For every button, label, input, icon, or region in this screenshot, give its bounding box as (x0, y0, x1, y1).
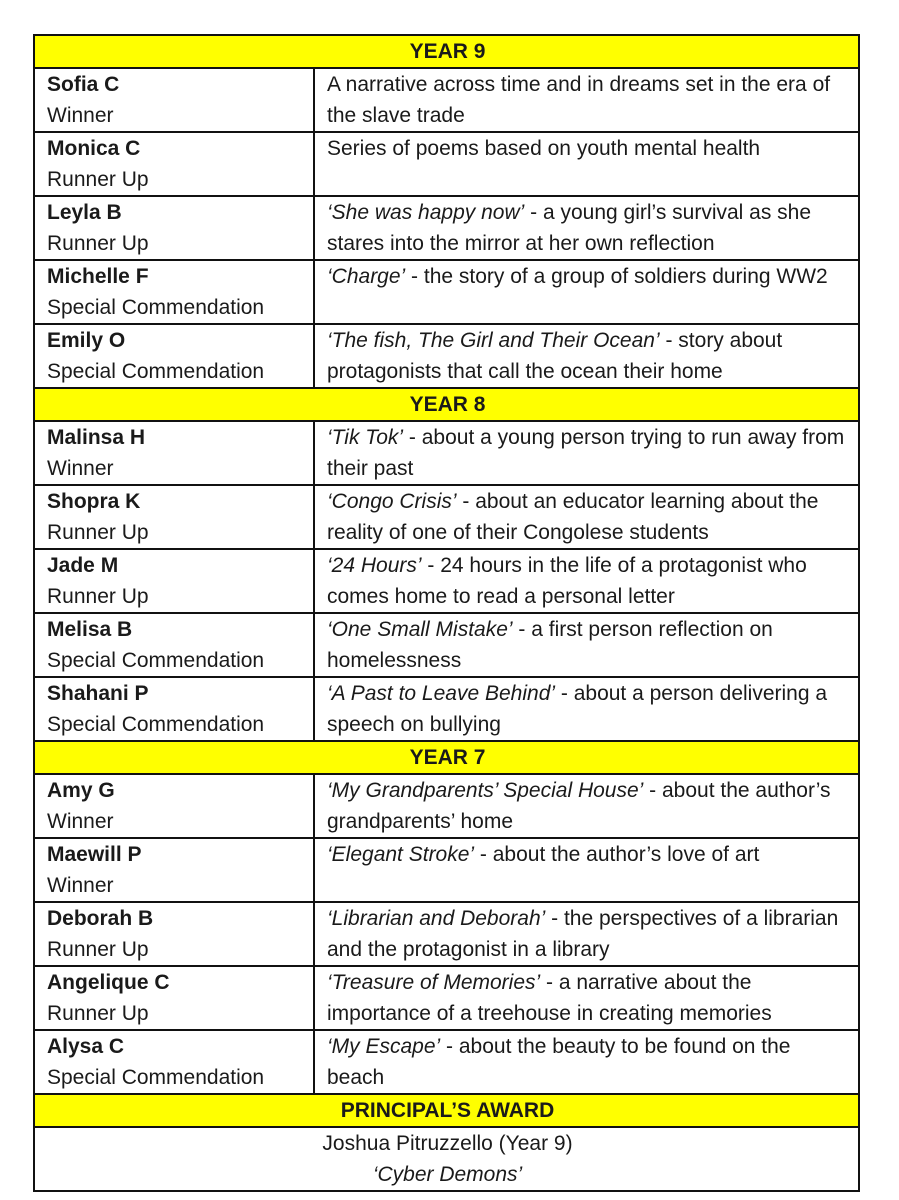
student-cell (34, 324, 314, 388)
entry-description-cell (314, 549, 859, 613)
entry-description-cell (314, 966, 859, 1030)
table-row (34, 260, 859, 324)
student-cell (34, 132, 314, 196)
entry-description: - about the beauty to be found on the beach (327, 1035, 791, 1089)
section-heading-row (34, 35, 859, 68)
student-award: Special Commendation (47, 296, 265, 319)
student-name: Leyla B (47, 201, 122, 224)
table-row (34, 324, 859, 388)
entry-description: Series of poems based on youth mental health (327, 137, 761, 160)
principal-heading-row (34, 1094, 859, 1127)
student-name: Shahani P (47, 682, 149, 705)
principal-cell (34, 1127, 859, 1191)
section-heading: YEAR 7 (34, 741, 859, 774)
student-name: Melisa B (47, 618, 133, 641)
student-name: Alysa C (47, 1035, 125, 1058)
section-heading-row (34, 388, 859, 421)
student-name: Malinsa H (47, 426, 146, 449)
student-award: Runner Up (47, 938, 149, 961)
table-row (34, 549, 859, 613)
student-cell (34, 1030, 314, 1094)
student-cell (34, 677, 314, 741)
table-row (34, 485, 859, 549)
principal-recipient: Joshua Pitruzzello (Year 9) (322, 1132, 573, 1155)
entry-description: A narrative across time and in dreams set in the era of the slave trade (327, 73, 831, 127)
student-cell (34, 260, 314, 324)
entry-description-cell (314, 677, 859, 741)
entry-description-cell (314, 196, 859, 260)
table-row (34, 677, 859, 741)
student-cell (34, 774, 314, 838)
entry-title: ‘She was happy now’ (327, 201, 525, 224)
student-award: Special Commendation (47, 360, 265, 383)
student-award: Special Commendation (47, 649, 265, 672)
section-heading-row (34, 741, 859, 774)
entry-description-cell (314, 68, 859, 132)
entry-description: - about an educator learning about the reality of one of their Congolese students (327, 490, 819, 544)
student-cell (34, 68, 314, 132)
table-row (34, 966, 859, 1030)
entry-title: ‘Charge’ (327, 265, 406, 288)
table-row (34, 132, 859, 196)
entry-description-cell (314, 132, 859, 196)
principal-heading: PRINCIPAL’S AWARD (34, 1094, 859, 1127)
table-row (34, 838, 859, 902)
entry-description: - 24 hours in the life of a protagonist who comes home to read a personal letter (327, 554, 807, 608)
student-cell (34, 902, 314, 966)
entry-description-cell (314, 485, 859, 549)
awards-table-body (34, 35, 859, 1094)
entry-description: - about the author’s love of art (474, 843, 760, 866)
entry-title: ‘One Small Mistake’ (327, 618, 513, 641)
student-award: Special Commendation (47, 713, 265, 736)
entry-title: ‘Elegant Stroke’ (327, 843, 475, 866)
student-award: Winner (47, 810, 114, 833)
entry-description: - a narrative about the importance of a treehouse in creating memories (327, 971, 772, 1025)
entry-title: ‘Congo Crisis’ (327, 490, 457, 513)
entry-title: ‘Librarian and Deborah’ (327, 907, 546, 930)
entry-description-cell (314, 902, 859, 966)
principal-award-section (34, 1094, 859, 1191)
entry-title: ‘The fish, The Girl and Their Ocean’ (327, 329, 660, 352)
table-row (34, 774, 859, 838)
entry-title: ‘A Past to Leave Behind’ (327, 682, 556, 705)
entry-description: - story about protagonists that call the ocean their home (327, 329, 783, 383)
awards-document (33, 34, 858, 1192)
student-name: Amy G (47, 779, 115, 802)
student-name: Deborah B (47, 907, 154, 930)
student-cell (34, 613, 314, 677)
student-cell (34, 196, 314, 260)
table-row (34, 613, 859, 677)
student-name: Sofia C (47, 73, 120, 96)
entry-description-cell (314, 1030, 859, 1094)
student-award: Runner Up (47, 232, 149, 255)
student-award: Runner Up (47, 1002, 149, 1025)
student-name: Michelle F (47, 265, 149, 288)
principal-work-title: ‘Cyber Demons’ (372, 1163, 523, 1186)
student-name: Shopra K (47, 490, 141, 513)
student-cell (34, 485, 314, 549)
student-award: Winner (47, 457, 114, 480)
awards-table (33, 34, 860, 1192)
table-row (34, 68, 859, 132)
entry-description: - the story of a group of soldiers during WW2 (405, 265, 828, 288)
entry-description-cell (314, 613, 859, 677)
table-row (34, 196, 859, 260)
table-row (34, 421, 859, 485)
student-cell (34, 421, 314, 485)
section-heading: YEAR 9 (34, 35, 859, 68)
student-award: Runner Up (47, 168, 149, 191)
student-award: Winner (47, 104, 114, 127)
student-award: Winner (47, 874, 114, 897)
student-name: Jade M (47, 554, 119, 577)
student-award: Runner Up (47, 585, 149, 608)
entry-description-cell (314, 260, 859, 324)
entry-description-cell (314, 774, 859, 838)
principal-row (34, 1127, 859, 1191)
student-cell (34, 838, 314, 902)
student-cell (34, 966, 314, 1030)
entry-title: ‘Tik Tok’ (327, 426, 404, 449)
student-award: Special Commendation (47, 1066, 265, 1089)
entry-title: ‘My Escape’ (327, 1035, 441, 1058)
entry-title: ‘My Grandparents’ Special House’ (327, 779, 644, 802)
student-name: Maewill P (47, 843, 142, 866)
entry-description: - a first person reflection on homelessness (327, 618, 773, 672)
entry-description-cell (314, 838, 859, 902)
entry-title: ‘24 Hours’ (327, 554, 422, 577)
entry-title: ‘Treasure of Memories’ (327, 971, 541, 994)
entry-description-cell (314, 324, 859, 388)
entry-description: - the perspectives of a librarian and the protagonist in a library (327, 907, 839, 961)
entry-description: - about a young person trying to run away from their past (327, 426, 845, 480)
entry-description: - a young girl’s survival as she stares into the mirror at her own reflection (327, 201, 812, 255)
student-name: Emily O (47, 329, 126, 352)
table-row (34, 1030, 859, 1094)
student-name: Angelique C (47, 971, 170, 994)
entry-description: - about the author’s grandparents’ home (327, 779, 831, 833)
student-award: Runner Up (47, 521, 149, 544)
entry-description: - about a person delivering a speech on bullying (327, 682, 828, 736)
table-row (34, 902, 859, 966)
section-heading: YEAR 8 (34, 388, 859, 421)
entry-description-cell (314, 421, 859, 485)
student-name: Monica C (47, 137, 141, 160)
student-cell (34, 549, 314, 613)
